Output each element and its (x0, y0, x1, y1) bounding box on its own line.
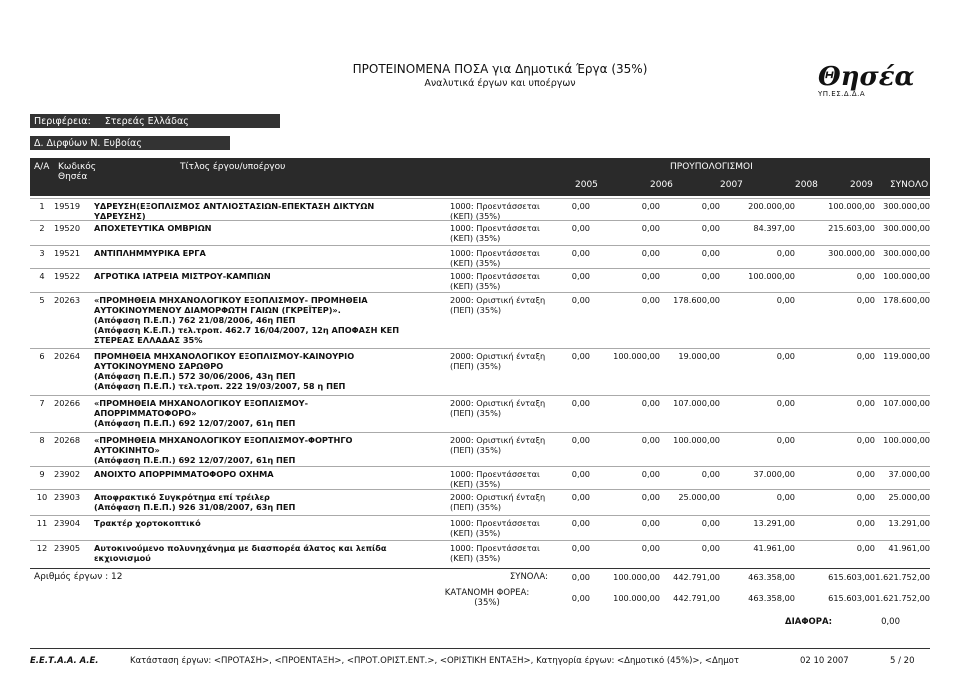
row-2006: 0,00 (641, 398, 660, 408)
row-status: 1000: Προεντάσσεται (ΚΕΠ) (35%) (450, 543, 540, 563)
col-year-2007: 2007 (720, 180, 743, 190)
footer-date: 02 10 2007 (800, 656, 849, 666)
row-2006: 0,00 (641, 543, 660, 553)
row-2005: 0,00 (571, 248, 590, 258)
row-2006: 0,00 (641, 518, 660, 528)
totals-2009: 615.603,00 (828, 572, 875, 582)
row-total: 119.000,00 (883, 351, 930, 361)
row-2007: 0,00 (701, 543, 720, 553)
row-2006: 0,00 (641, 435, 660, 445)
col-year-2009: 2009 (850, 180, 873, 190)
row-2009: 215.603,00 (828, 223, 875, 233)
row-2008: 0,00 (776, 435, 795, 445)
row-2009: 0,00 (856, 435, 875, 445)
row-code: 19520 (54, 223, 81, 233)
row-2009: 0,00 (856, 271, 875, 281)
table-row (30, 292, 930, 348)
col-budget: ΠΡΟΥΠΟΛΟΓΙΣΜΟΙ (670, 162, 753, 172)
totals-2007: 442.791,00 (673, 572, 720, 582)
totals-2005: 0,00 (571, 572, 590, 582)
allocation-2005: 0,00 (571, 593, 590, 603)
totals-2006: 100.000,00 (613, 572, 660, 582)
report-title: ΠΡΟΤΕΙΝΟΜΕΝΑ ΠΟΣΑ για Δημοτικά Έργα (35%) (352, 62, 648, 76)
row-2009: 0,00 (856, 398, 875, 408)
row-2009: 0,00 (856, 518, 875, 528)
row-2005: 0,00 (571, 469, 590, 479)
row-2008: 37.000,00 (753, 469, 795, 479)
row-2005: 0,00 (571, 435, 590, 445)
row-status: 1000: Προεντάσσεται (ΚΕΠ) (35%) (450, 201, 540, 221)
row-total: 300.000,00 (883, 223, 930, 233)
row-aa: 5 (39, 295, 45, 305)
row-2008: 0,00 (776, 492, 795, 502)
row-code: 23903 (54, 492, 81, 502)
row-2009: 300.000,00 (828, 248, 875, 258)
row-2008: 100.000,00 (748, 271, 795, 281)
row-2009: 0,00 (856, 351, 875, 361)
project-count-label: Αριθμός έργων : (34, 572, 109, 582)
allocation-sum: 1.621.752,00 (875, 593, 930, 603)
row-2005: 0,00 (571, 543, 590, 553)
row-2005: 0,00 (571, 295, 590, 305)
row-status: 2000: Οριστική ένταξη (ΠΕΠ) (35%) (450, 492, 546, 512)
row-aa: 12 (36, 543, 48, 553)
row-title: «ΠΡΟΜΗΘΕΙΑ ΜΗΧΑΝΟΛΟΓΙΚΟΥ ΕΞΟΠΛΙΣΜΟΥ- ΠΡΟΜΗΘΕΙΑ ΑΥΤΟΚΙΝΟΥΜΕΝΟΥ ΔΙΑΜΟΡΦΩΤΗ ΓΑΙΩΝ (ΓΚΡΕΪΤΕΡ)». (Απόφαση Π.Ε.Π.) 762 21/08/2006, 46η ΠΕΠ (Απόφαση Κ.Ε.Π.) τελ.τροπ. 462.7 16/04/2007, 12η ΑΠΟΦΑΣΗ ΚΕΠ ΣΤΕΡΕΑΣ ΕΛΛΑΔΑΣ 35% (94, 295, 400, 345)
row-total: 13.291,00 (888, 518, 930, 528)
row-2007: 100.000,00 (673, 435, 720, 445)
row-2008: 0,00 (776, 351, 795, 361)
row-2006: 0,00 (641, 492, 660, 502)
row-aa: 11 (36, 518, 48, 528)
row-2007: 0,00 (701, 469, 720, 479)
col-year-2008: 2008 (795, 180, 818, 190)
row-status: 1000: Προεντάσσεται (ΚΕΠ) (35%) (450, 223, 540, 243)
row-2005: 0,00 (571, 518, 590, 528)
row-title: ΑΓΡΟΤΙΚΑ ΙΑΤΡΕΙΑ ΜΙΣΤΡΟΥ-ΚΑΜΠΙΩΝ (94, 271, 271, 281)
row-aa: 3 (39, 248, 45, 258)
row-aa: 4 (39, 271, 45, 281)
row-aa: 6 (39, 351, 45, 361)
col-aa: Α/Α (34, 162, 50, 172)
row-code: 20268 (54, 435, 81, 445)
allocation-2007: 442.791,00 (673, 593, 720, 603)
row-2006: 0,00 (641, 469, 660, 479)
table-row (30, 220, 930, 245)
row-status: 1000: Προεντάσσεται (ΚΕΠ) (35%) (450, 518, 540, 538)
row-2007: 0,00 (701, 248, 720, 258)
footer-org: Ε.Ε.Τ.Α.Α. Α.Ε. (30, 656, 99, 666)
row-code: 23905 (54, 543, 81, 553)
row-title: ΥΔΡΕΥΣΗ(ΕΞΟΠΛΙΣΜΟΣ ΑΝΤΛΙΟΣΤΑΣΙΩΝ-ΕΠΕΚΤΑΣΗ ΔΙΚΤΥΩΝ ΥΔΡΕΥΣΗΣ) (94, 201, 375, 221)
table-row (30, 515, 930, 540)
row-title: «ΠΡΟΜΗΘΕΙΑ ΜΗΧΑΝΟΛΟΓΙΚΟΥ ΕΞΟΠΛΙΣΜΟΥ-ΦΟΡΤΗΓΟ ΑΥΤΟΚΙΝΗΤΟ» (Απόφαση Π.Ε.Π.) 692 12/07/2007, 61η ΠΕΠ (94, 435, 353, 465)
row-2007: 0,00 (701, 223, 720, 233)
row-2007: 19.000,00 (678, 351, 720, 361)
table-row (30, 466, 930, 489)
row-total: 41.961,00 (888, 543, 930, 553)
footer-page: 5 / 20 (890, 656, 915, 666)
row-2007: 107.000,00 (673, 398, 720, 408)
row-total: 178.600,00 (883, 295, 930, 305)
row-2006: 0,00 (641, 248, 660, 258)
logo-subtitle: ΥΠ.ΕΣ.Δ.Δ.Α (818, 90, 866, 98)
col-year-2006: 2006 (650, 180, 673, 190)
row-2008: 84.397,00 (753, 223, 795, 233)
municipality-value: Δ. Διρφύων Ν. Ευβοίας (34, 137, 142, 149)
logo: Θησέα (818, 62, 915, 92)
row-status: 1000: Προεντάσσεται (ΚΕΠ) (35%) (450, 469, 540, 489)
row-2005: 0,00 (571, 223, 590, 233)
row-code: 19519 (54, 201, 81, 211)
row-2007: 0,00 (701, 518, 720, 528)
totals-2008: 463.358,00 (748, 572, 795, 582)
row-2007: 178.600,00 (673, 295, 720, 305)
row-total: 107.000,00 (883, 398, 930, 408)
row-title: Αποφρακτικό Συγκρότημα επί τρέιλερ (Απόφαση Π.Ε.Π.) 926 31/08/2007, 63η ΠΕΠ (94, 492, 296, 512)
row-code: 20263 (54, 295, 81, 305)
report-subtitle: Αναλυτικά έργων και υποέργων (424, 78, 576, 89)
table-row (30, 395, 930, 432)
row-aa: 8 (39, 435, 45, 445)
row-2008: 0,00 (776, 248, 795, 258)
allocation-2009: 615.603,00 (828, 593, 875, 603)
row-2009: 0,00 (856, 543, 875, 553)
row-code: 20264 (54, 351, 81, 361)
row-total: 37.000,00 (888, 469, 930, 479)
region-label: Περιφέρεια: (34, 115, 91, 127)
row-title: Αυτοκινούμενο πολυνηχάνημα με διασπορέα άλατος και λεπίδα εκχιονισμού (94, 543, 387, 563)
row-code: 19521 (54, 248, 81, 258)
row-2005: 0,00 (571, 351, 590, 361)
row-status: 2000: Οριστική ένταξη (ΠΕΠ) (35%) (450, 351, 546, 371)
row-status: 2000: Οριστική ένταξη (ΠΕΠ) (35%) (450, 398, 546, 418)
row-code: 23902 (54, 469, 81, 479)
row-total: 100.000,00 (883, 435, 930, 445)
row-2008: 13.291,00 (753, 518, 795, 528)
table-row (30, 268, 930, 292)
row-2005: 0,00 (571, 201, 590, 211)
row-status: 1000: Προεντάσσεται (ΚΕΠ) (35%) (450, 248, 540, 268)
row-title: «ΠΡΟΜΗΘΕΙΑ ΜΗΧΑΝΟΛΟΓΙΚΟΥ ΕΞΟΠΛΙΣΜΟΥ- ΑΠΟΡΡΙΜΜΑΤΟΦΟΡΟ» (Απόφαση Π.Ε.Π.) 692 12/07/2007, 61η ΠΕΠ (94, 398, 308, 428)
row-2006: 0,00 (641, 295, 660, 305)
col-total: ΣΥΝΟΛΟ (890, 180, 929, 190)
row-2009: 0,00 (856, 469, 875, 479)
row-status: 1000: Προεντάσσεται (ΚΕΠ) (35%) (450, 271, 540, 291)
row-2008: 0,00 (776, 295, 795, 305)
row-total: 300.000,00 (883, 248, 930, 258)
row-2006: 0,00 (641, 201, 660, 211)
project-count (34, 572, 123, 582)
col-code: Κωδικός Θησέα (58, 162, 97, 182)
row-aa: 1 (39, 201, 45, 211)
row-2008: 41.961,00 (753, 543, 795, 553)
col-year-2005: 2005 (575, 180, 598, 190)
allocation-2008: 463.358,00 (748, 593, 795, 603)
row-2006: 0,00 (641, 223, 660, 233)
row-total: 300.000,00 (883, 201, 930, 211)
row-2009: 0,00 (856, 492, 875, 502)
row-aa: 7 (39, 398, 45, 408)
row-2008: 200.000,00 (748, 201, 795, 211)
row-2005: 0,00 (571, 492, 590, 502)
footer-legend: Κατάσταση έργων: <ΠΡΟΤΑΣΗ>, <ΠΡΟΕΝΤΑΞΗ>, <ΠΡΟΤ.ΟΡΙΣΤ.ΕΝΤ.>, <ΟΡΙΣΤΙΚΗ ΕΝΤΑΞΗ>, Κατηγορία έργων: <Δημοτικό (45%)>, <Δημοτ (130, 656, 739, 666)
project-count-value: 12 (111, 572, 123, 582)
municipality-filter (30, 136, 230, 150)
row-title: ΑΝΤΙΠΛΗΜΜΥΡΙΚΑ ΕΡΓΑ (94, 248, 206, 258)
row-2008: 0,00 (776, 398, 795, 408)
allocation-label: ΚΑΤΑΝΟΜΗ ΦΟΡΕΑ: (35%) (444, 588, 530, 608)
row-title: ΑΝΟΙΧΤΟ ΑΠΟΡΡΙΜΜΑΤΟΦΟΡΟ ΟΧΗΜΑ (94, 469, 274, 479)
row-2005: 0,00 (571, 398, 590, 408)
row-total: 100.000,00 (883, 271, 930, 281)
row-2007: 25.000,00 (678, 492, 720, 502)
row-2009: 0,00 (856, 295, 875, 305)
row-title: ΠΡΟΜΗΘΕΙΑ ΜΗΧΑΝΟΛΟΓΙΚΟΥ ΕΞΟΠΛΙΣΜΟΥ-ΚΑΙΝΟΥΡΙΟ ΑΥΤΟΚΙΝΟΥΜΕΝΟ ΣΑΡΩΘΡΟ (Απόφαση Π.Ε.Π.) 572 30/06/2006, 43η ΠΕΠ (Απόφαση Π.Ε.Π.) τελ.τροπ. 222 19/03/2007, 58 η ΠΕΠ (94, 351, 355, 391)
row-code: 23904 (54, 518, 81, 528)
row-aa: 10 (36, 492, 48, 502)
region-filter (30, 114, 280, 128)
row-status: 2000: Οριστική ένταξη (ΠΕΠ) (35%) (450, 295, 546, 315)
row-2009: 100.000,00 (828, 201, 875, 211)
row-aa: 9 (39, 469, 45, 479)
row-total: 25.000,00 (888, 492, 930, 502)
row-title: ΑΠΟΧΕΤΕΥΤΙΚΑ ΟΜΒΡΙΩΝ (94, 223, 212, 233)
row-code: 20266 (54, 398, 81, 408)
row-code: 19522 (54, 271, 81, 281)
row-2005: 0,00 (571, 271, 590, 281)
row-2007: 0,00 (701, 271, 720, 281)
difference-label: ΔΙΑΦΟΡΑ: (785, 617, 832, 627)
row-aa: 2 (39, 223, 45, 233)
difference-value: 0,00 (881, 617, 900, 627)
row-status: 2000: Οριστική ένταξη (ΠΕΠ) (35%) (450, 435, 546, 455)
row-2007: 0,00 (701, 201, 720, 211)
row-title: Τρακτέρ χορτοκοπτικό (94, 518, 201, 528)
col-title: Τίτλος έργου/υποέργου (180, 162, 286, 172)
table-row (30, 489, 930, 515)
table-row (30, 540, 930, 568)
totals-sum: 1.621.752,00 (875, 572, 930, 582)
table-header (30, 158, 930, 196)
table-row (30, 245, 930, 268)
footer-divider (30, 648, 930, 649)
allocation-2006: 100.000,00 (613, 593, 660, 603)
region-value: Στερεάς Ελλάδας (104, 115, 189, 127)
divider (30, 568, 930, 569)
totals-label: ΣΥΝΟΛΑ: (509, 572, 548, 582)
row-2006: 0,00 (641, 271, 660, 281)
row-2006: 100.000,00 (613, 351, 660, 361)
table-row (30, 348, 930, 395)
table-row (30, 198, 930, 220)
table-row (30, 432, 930, 466)
